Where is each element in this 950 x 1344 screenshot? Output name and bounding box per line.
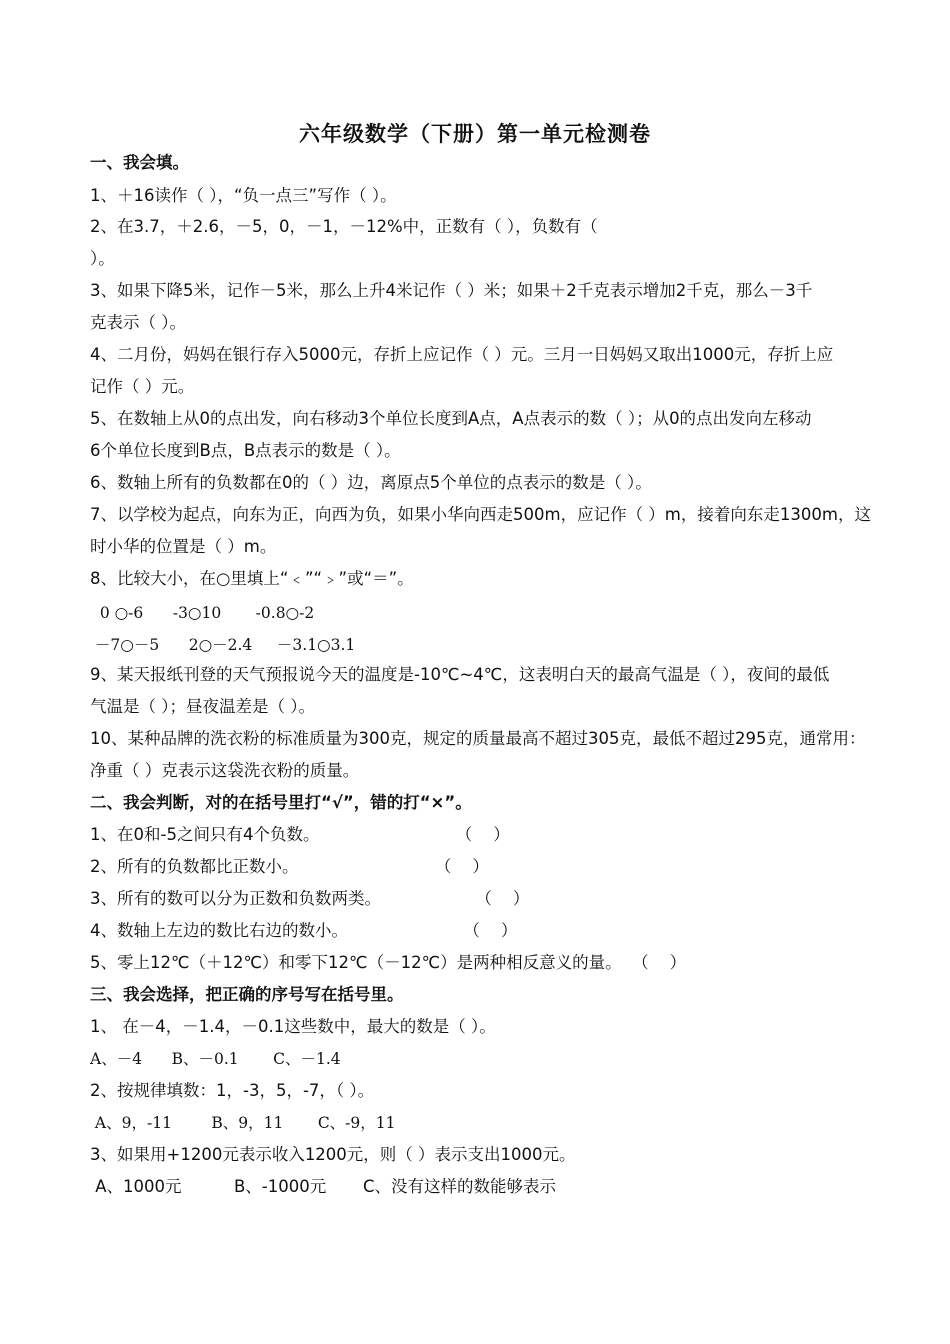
choice-question: 2、按规律填数：1，-3，5，-7，（ ）。 bbox=[90, 1081, 375, 1100]
choice-options: A、1000元 B、-1000元 C、没有这样的数能够表示 bbox=[90, 1177, 556, 1196]
question-line: 4、二月份，妈妈在银行存入5000元，存折上应记作（ ）元。三月一日妈妈又取出1000元，存折上应 bbox=[90, 345, 834, 364]
choice-options: A、－4 B、－0.1 C、－1.4 bbox=[90, 1050, 341, 1068]
judge-line: 5、零上12℃（＋12℃）和零下12℃（－12℃）是两种相反意义的量。 （ ） bbox=[90, 953, 687, 972]
question-line: 1、＋16读作（ ），“负一点三”写作（ ）。 bbox=[90, 186, 397, 205]
question-line: 6个单位长度到B点，B点表示的数是（ ）。 bbox=[90, 441, 401, 460]
question-line: 9、某天报纸刊登的天气预报说今天的温度是-10℃~4℃，这表明白天的最高气温是（ ），夜间的最低 bbox=[90, 665, 830, 684]
question-line: 2、在3.7，＋2.6，－5，0，－1，－12%中，正数有（ ），负数有（ bbox=[90, 217, 598, 236]
question-line: 记作（ ）元。 bbox=[90, 377, 195, 396]
question-line: 8、比较大小，在○里填上“﹤”“﹥”或“＝”。 bbox=[90, 569, 414, 588]
section-heading-choose: 三、我会选择，把正确的序号写在括号里。 bbox=[90, 985, 404, 1004]
question-line: ）。 bbox=[90, 249, 115, 268]
section-heading-fill: 一、我会填。 bbox=[90, 153, 189, 172]
page-title: 六年级数学（下册）第一单元检测卷 bbox=[299, 122, 651, 146]
question-line: 7、以学校为起点，向东为正，向西为负，如果小华向西走500m，应记作（ ）m，接着向东走1300m，这 bbox=[90, 505, 871, 524]
choice-options: A、9，-11 B、9，11 C、-9，11 bbox=[90, 1114, 396, 1132]
choice-question: 1、 在－4，－1.4，－0.1这些数中，最大的数是（ ）。 bbox=[90, 1017, 496, 1036]
question-line: 3、如果下降5米，记作－5米，那么上升4米记作（ ）米；如果＋2千克表示增加2千克，那么－3千 bbox=[90, 281, 813, 300]
compare-row: 0 ○-6 -3○10 -0.8○-2 bbox=[90, 604, 315, 622]
judge-line: 3、所有的数可以分为正数和负数两类。 （ ） bbox=[90, 889, 530, 908]
question-line: 6、数轴上所有的负数都在0的（ ）边，离原点5个单位的点表示的数是（ ）。 bbox=[90, 473, 652, 492]
judge-line: 2、所有的负数都比正数小。 （ ） bbox=[90, 857, 489, 876]
choice-question: 3、如果用+1200元表示收入1200元，则（ ）表示支出1000元。 bbox=[90, 1145, 576, 1164]
question-line: 5、在数轴上从0的点出发，向右移动3个单位长度到A点，A点表示的数（ ）；从0的点出发向左移动 bbox=[90, 409, 812, 428]
question-line: 净重（ ）克表示这袋洗衣粉的质量。 bbox=[90, 761, 360, 780]
judge-line: 4、数轴上左边的数比右边的数小。 （ ） bbox=[90, 921, 518, 940]
question-line: 10、某种品牌的洗衣粉的标准质量为300克，规定的质量最高不超过305克，最低不超过295克，通常用： bbox=[90, 729, 866, 748]
question-line: 气温是（ ）；昼夜温差是（ ）。 bbox=[90, 697, 315, 716]
question-line: 克表示（ ）。 bbox=[90, 313, 186, 332]
compare-row: －7○－5 2○－2.4 －3.1○3.1 bbox=[90, 636, 356, 654]
question-line: 时小华的位置是（ ）m。 bbox=[90, 537, 277, 556]
judge-line: 1、在0和-5之间只有4个负数。 （ ） bbox=[90, 825, 510, 844]
section-heading-judge: 二、我会判断，对的在括号里打“√”，错的打“×”。 bbox=[90, 793, 472, 812]
